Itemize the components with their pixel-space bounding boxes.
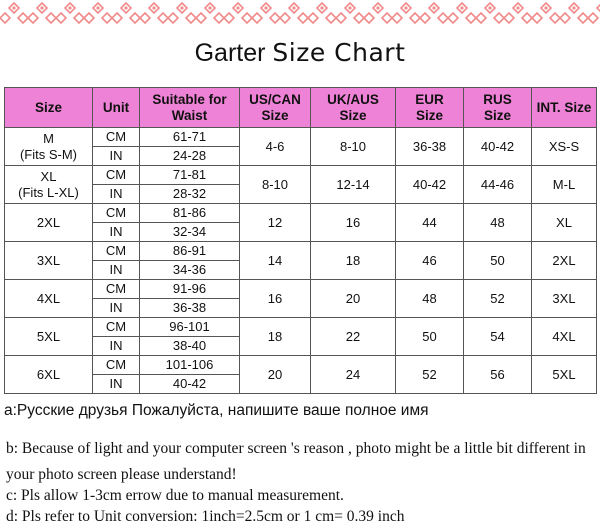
unit-in: IN	[93, 147, 140, 166]
size-cell	[5, 128, 93, 166]
waist-in: 36-38	[140, 299, 240, 318]
waist-cm: 101-106	[140, 356, 240, 375]
unit-in: IN	[93, 261, 140, 280]
uk-aus-size: 16	[311, 204, 396, 242]
waist-in: 24-28	[140, 147, 240, 166]
waist-cm: 86-91	[140, 242, 240, 261]
eur-size: 52	[396, 356, 464, 394]
waist-in: 32-34	[140, 223, 240, 242]
border-motif	[504, 3, 532, 23]
column-header-line1: Suitable for	[152, 91, 227, 107]
border-motif	[252, 3, 280, 23]
unit-in: IN	[93, 299, 140, 318]
column-header-line2: Size	[415, 107, 443, 123]
title-word-garter: Garter	[194, 39, 266, 67]
border-motif	[84, 3, 112, 23]
column-header-line2: Size	[261, 107, 289, 123]
unit-in: IN	[93, 375, 140, 394]
border-motif	[364, 3, 392, 23]
eur-size: 46	[396, 242, 464, 280]
unit-cm: CM	[93, 242, 140, 261]
column-header-line1: Unit	[102, 99, 130, 115]
border-motif	[560, 3, 588, 23]
border-motif	[532, 3, 560, 23]
column-header	[464, 88, 532, 128]
unit-cm: CM	[93, 204, 140, 223]
column-header	[240, 88, 311, 128]
rus-size: 44-46	[464, 166, 532, 204]
column-header-line1: INT. Size	[536, 99, 592, 115]
table-row	[5, 318, 597, 337]
us-can-size: 4-6	[240, 128, 311, 166]
uk-aus-size: 18	[311, 242, 396, 280]
uk-aus-size: 24	[311, 356, 396, 394]
waist-in: 38-40	[140, 337, 240, 356]
column-header-line1: EUR	[415, 91, 444, 107]
border-motif	[448, 3, 476, 23]
eur-size: 50	[396, 318, 464, 356]
column-header	[93, 88, 140, 128]
waist-cm: 96-101	[140, 318, 240, 337]
decorative-border	[0, 0, 600, 26]
waist-in: 28-32	[140, 185, 240, 204]
rus-size: 52	[464, 280, 532, 318]
int-size: M-L	[532, 166, 597, 204]
uk-aus-size: 20	[311, 280, 396, 318]
column-header-line2: Waist	[171, 107, 208, 123]
size-label: 2XL	[36, 214, 61, 230]
size-cell	[5, 166, 93, 204]
int-size: 3XL	[532, 280, 597, 318]
border-motif	[224, 3, 252, 23]
uk-aus-size: 12-14	[311, 166, 396, 204]
rus-size: 50	[464, 242, 532, 280]
column-header-line1: US/CAN	[249, 91, 301, 107]
size-cell	[5, 204, 93, 242]
eur-size: 40-42	[396, 166, 464, 204]
border-motif	[476, 3, 504, 23]
border-motif	[280, 3, 308, 23]
table-row	[5, 128, 597, 147]
border-motif	[28, 3, 56, 23]
column-header	[396, 88, 464, 128]
column-header	[311, 88, 396, 128]
page-title	[0, 38, 600, 68]
border-motif	[392, 3, 420, 23]
column-header-line1: RUS	[483, 91, 512, 107]
column-header	[140, 88, 240, 128]
border-motif	[0, 3, 28, 23]
note-c: c: Pls allow 1-3cm errow due to manual measurement.	[6, 487, 344, 504]
unit-cm: CM	[93, 356, 140, 375]
size-fit-note: (Fits S-M)	[19, 146, 78, 162]
size-cell	[5, 318, 93, 356]
column-header-line1: Size	[34, 99, 62, 115]
note-d: d: Pls refer to Unit conversion: 1inch=2.5cm or 1 cm= 0.39 inch	[6, 508, 405, 525]
border-motif	[588, 3, 600, 23]
border-motif	[140, 3, 168, 23]
rus-size: 54	[464, 318, 532, 356]
waist-cm: 91-96	[140, 280, 240, 299]
table-row	[5, 280, 597, 299]
note-b: b: Because of light and your computer screen 's reason , photo might be a little bit different in your photo screen please understand!	[6, 440, 586, 483]
int-size: XS-S	[532, 128, 597, 166]
uk-aus-size: 22	[311, 318, 396, 356]
rus-size: 48	[464, 204, 532, 242]
unit-in: IN	[93, 337, 140, 356]
unit-in: IN	[93, 185, 140, 204]
int-size: XL	[532, 204, 597, 242]
size-label: 6XL	[36, 366, 61, 382]
eur-size: 36-38	[396, 128, 464, 166]
table-header-row	[5, 88, 597, 128]
column-header-line2: Size	[339, 107, 367, 123]
size-cell	[5, 242, 93, 280]
size-fit-note: (Fits L-XL)	[18, 184, 79, 200]
us-can-size: 16	[240, 280, 311, 318]
border-motif	[420, 3, 448, 23]
waist-in: 40-42	[140, 375, 240, 394]
size-label: M	[43, 130, 54, 146]
us-can-size: 18	[240, 318, 311, 356]
column-header-line1: UK/AUS	[327, 91, 379, 107]
waist-cm: 71-81	[140, 166, 240, 185]
table-row	[5, 204, 597, 223]
waist-cm: 61-71	[140, 128, 240, 147]
unit-cm: CM	[93, 280, 140, 299]
us-can-size: 12	[240, 204, 311, 242]
eur-size: 44	[396, 204, 464, 242]
size-label: 5XL	[36, 328, 61, 344]
int-size: 2XL	[532, 242, 597, 280]
us-can-size: 14	[240, 242, 311, 280]
size-cell	[5, 356, 93, 394]
border-motif	[308, 3, 336, 23]
us-can-size: 20	[240, 356, 311, 394]
int-size: 5XL	[532, 356, 597, 394]
border-motif	[336, 3, 364, 23]
column-header	[532, 88, 597, 128]
size-chart-table	[4, 87, 597, 394]
table-row	[5, 356, 597, 375]
size-label: 4XL	[36, 290, 61, 306]
title-word-size-chart: Size Chart	[272, 38, 406, 67]
unit-cm: CM	[93, 128, 140, 147]
table-row	[5, 166, 597, 185]
eur-size: 48	[396, 280, 464, 318]
column-header-line2: Size	[483, 107, 511, 123]
border-motif	[112, 3, 140, 23]
unit-cm: CM	[93, 318, 140, 337]
size-cell	[5, 280, 93, 318]
size-label: 3XL	[36, 252, 61, 268]
size-label: XL	[40, 168, 57, 184]
note-a: a:Русские друзья Пожалуйста, напишите ваше полное имя	[4, 402, 429, 419]
unit-in: IN	[93, 223, 140, 242]
unit-cm: CM	[93, 166, 140, 185]
us-can-size: 8-10	[240, 166, 311, 204]
border-motif	[56, 3, 84, 23]
rus-size: 40-42	[464, 128, 532, 166]
table-row	[5, 242, 597, 261]
border-motif	[168, 3, 196, 23]
border-motif	[196, 3, 224, 23]
int-size: 4XL	[532, 318, 597, 356]
rus-size: 56	[464, 356, 532, 394]
waist-in: 34-36	[140, 261, 240, 280]
waist-cm: 81-86	[140, 204, 240, 223]
column-header	[5, 88, 93, 128]
uk-aus-size: 8-10	[311, 128, 396, 166]
